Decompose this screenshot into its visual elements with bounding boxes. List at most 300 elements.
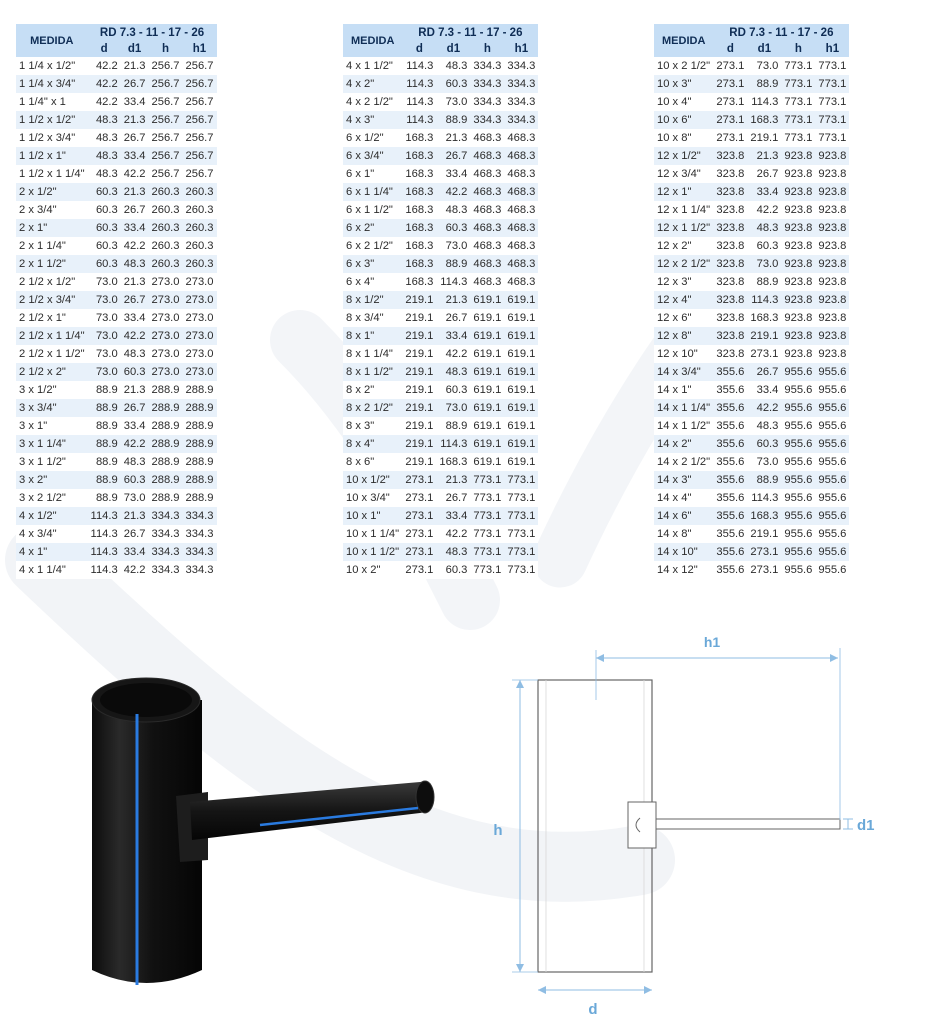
cell-h: 468.3 [470,201,504,219]
cell-medida: 4 x 1 1/2" [343,57,402,75]
cell-h1: 955.6 [815,561,849,579]
cell-h1: 773.1 [815,93,849,111]
cell-d1: 33.4 [436,327,470,345]
cell-d: 73.0 [88,273,121,291]
cell-medida: 3 x 3/4" [16,399,88,417]
table-row [654,291,849,309]
cell-h: 619.1 [470,345,504,363]
table-row [343,309,538,327]
cell-h1: 773.1 [504,489,538,507]
table-row [16,111,217,129]
cell-h1: 288.9 [183,489,217,507]
cell-medida: 3 x 2" [16,471,88,489]
cell-d: 219.1 [402,417,436,435]
cell-h1: 923.8 [815,291,849,309]
cell-h1: 334.3 [504,75,538,93]
cell-h1: 923.8 [815,147,849,165]
h-label: h [493,822,503,839]
cell-d1: 48.3 [747,417,781,435]
table-row [16,453,217,471]
cell-h: 468.3 [470,255,504,273]
table-row [654,543,849,561]
cell-h1: 468.3 [504,147,538,165]
cell-d1: 88.9 [436,417,470,435]
cell-d1: 114.3 [747,489,781,507]
cell-h1: 773.1 [815,75,849,93]
saddle-outline [628,802,656,848]
cell-d1: 42.2 [436,345,470,363]
cell-d: 60.3 [88,255,121,273]
cell-d1: 73.0 [436,399,470,417]
cell-medida: 3 x 1 1/2" [16,453,88,471]
cell-d: 168.3 [402,219,436,237]
table-row [654,93,849,111]
table-row [16,129,217,147]
cell-medida: 10 x 1" [343,507,402,525]
cell-h1: 273.0 [183,345,217,363]
cell-h1: 955.6 [815,399,849,417]
cell-h1: 773.1 [815,57,849,75]
cell-h: 955.6 [781,525,815,543]
table-row [654,57,849,75]
cell-h: 773.1 [781,75,815,93]
cell-h1: 256.7 [183,165,217,183]
cell-h1: 256.7 [183,93,217,111]
cell-d1: 219.1 [747,327,781,345]
cell-medida: 2 1/2 x 1 1/2" [16,345,88,363]
cell-medida: 12 x 3/4" [654,165,713,183]
cell-d1: 26.7 [121,399,149,417]
cell-d1: 21.3 [121,111,149,129]
cell-medida: 4 x 1" [16,543,88,561]
cell-h1: 256.7 [183,129,217,147]
cell-medida: 14 x 1" [654,381,713,399]
cell-h: 619.1 [470,417,504,435]
cell-h: 923.8 [781,165,815,183]
cell-medida: 8 x 1 1/2" [343,363,402,381]
cell-d1: 88.9 [747,273,781,291]
table-row [343,381,538,399]
table-row [654,345,849,363]
cell-medida: 6 x 1 1/2" [343,201,402,219]
cell-d: 48.3 [88,129,121,147]
cell-h: 334.3 [149,543,183,561]
cell-medida: 8 x 3" [343,417,402,435]
dimension-drawing [490,620,890,1020]
cell-medida: 14 x 6" [654,507,713,525]
cell-medida: 8 x 6" [343,453,402,471]
cell-medida: 2 1/2 x 1/2" [16,273,88,291]
cell-d: 323.8 [713,327,747,345]
cell-d: 323.8 [713,147,747,165]
cell-h: 256.7 [149,129,183,147]
cell-h: 334.3 [470,57,504,75]
cell-d: 323.8 [713,165,747,183]
cell-d: 355.6 [713,435,747,453]
cell-d1: 42.2 [121,327,149,345]
cell-d: 323.8 [713,291,747,309]
cell-d: 323.8 [713,201,747,219]
cell-medida: 12 x 10" [654,345,713,363]
cell-d: 273.1 [402,471,436,489]
cell-h: 334.3 [470,75,504,93]
cell-h1: 260.3 [183,201,217,219]
cell-d: 114.3 [402,93,436,111]
cell-h1: 334.3 [504,57,538,75]
cell-d: 48.3 [88,165,121,183]
cell-medida: 6 x 2 1/2" [343,237,402,255]
cell-h1: 619.1 [504,435,538,453]
table-row [654,219,849,237]
cell-d1: 168.3 [747,507,781,525]
cell-medida: 10 x 1 1/2" [343,543,402,561]
cell-medida: 1 1/2 x 1" [16,147,88,165]
cell-d: 88.9 [88,489,121,507]
cell-d1: 42.2 [436,525,470,543]
cell-h1: 468.3 [504,219,538,237]
cell-h: 468.3 [470,237,504,255]
cell-d: 355.6 [713,381,747,399]
cell-h: 273.0 [149,309,183,327]
cell-h: 955.6 [781,453,815,471]
header-h1: h1 [183,42,217,57]
cell-d1: 114.3 [747,93,781,111]
cell-medida: 10 x 3" [654,75,713,93]
table-row [16,525,217,543]
table-row [16,201,217,219]
table-row [343,147,538,165]
cell-d: 323.8 [713,345,747,363]
cell-h1: 288.9 [183,381,217,399]
cell-medida: 3 x 1 1/4" [16,435,88,453]
cell-d: 219.1 [402,381,436,399]
cell-h1: 334.3 [183,507,217,525]
cell-d: 73.0 [88,363,121,381]
cell-d: 355.6 [713,363,747,381]
cell-h: 256.7 [149,147,183,165]
cell-h: 955.6 [781,435,815,453]
table-row [16,327,217,345]
table-row [343,435,538,453]
cell-h1: 619.1 [504,417,538,435]
cell-medida: 6 x 3/4" [343,147,402,165]
cell-h1: 273.0 [183,291,217,309]
cell-d1: 26.7 [121,291,149,309]
table-row [654,255,849,273]
cell-d: 42.2 [88,57,121,75]
table-row [343,273,538,291]
cell-d1: 48.3 [121,345,149,363]
cell-d1: 33.4 [121,147,149,165]
cell-h1: 955.6 [815,507,849,525]
cell-medida: 1 1/4 x 3/4" [16,75,88,93]
cell-h: 923.8 [781,237,815,255]
table-row [16,345,217,363]
cell-h: 619.1 [470,453,504,471]
cell-medida: 10 x 1 1/4" [343,525,402,543]
cell-h: 288.9 [149,489,183,507]
cell-medida: 8 x 4" [343,435,402,453]
cell-d: 73.0 [88,345,121,363]
cell-h: 619.1 [470,435,504,453]
cell-d1: 48.3 [121,255,149,273]
table-row [343,399,538,417]
cell-d1: 26.7 [436,489,470,507]
cell-d1: 48.3 [436,363,470,381]
cell-medida: 14 x 8" [654,525,713,543]
table-row [16,75,217,93]
table-row [654,309,849,327]
cell-h: 288.9 [149,435,183,453]
table-row [16,399,217,417]
cell-d: 273.1 [713,75,747,93]
table-row [654,129,849,147]
cell-h1: 773.1 [504,507,538,525]
cell-d: 355.6 [713,471,747,489]
cell-d1: 60.3 [436,75,470,93]
cell-h: 334.3 [149,525,183,543]
cell-medida: 4 x 3/4" [16,525,88,543]
cell-d: 323.8 [713,309,747,327]
table-row [343,111,538,129]
cell-medida: 14 x 1 1/2" [654,417,713,435]
header-h1: h1 [815,42,849,57]
table-row [16,489,217,507]
cell-h1: 955.6 [815,453,849,471]
cell-medida: 3 x 1" [16,417,88,435]
table-row [343,93,538,111]
h1-label: h1 [703,634,721,650]
cell-d1: 60.3 [121,471,149,489]
cell-d1: 168.3 [747,309,781,327]
cell-d1: 88.9 [747,471,781,489]
cell-d1: 33.4 [121,309,149,327]
table-row [343,57,538,75]
cell-d: 323.8 [713,183,747,201]
cell-d: 219.1 [402,309,436,327]
cell-d: 219.1 [402,345,436,363]
cell-h: 773.1 [470,543,504,561]
cell-h: 923.8 [781,309,815,327]
cell-d: 42.2 [88,93,121,111]
table-row [654,165,849,183]
cell-h: 955.6 [781,543,815,561]
cell-h: 256.7 [149,75,183,93]
cell-medida: 8 x 2" [343,381,402,399]
cell-h1: 773.1 [504,543,538,561]
cell-h1: 955.6 [815,543,849,561]
cell-d1: 48.3 [436,543,470,561]
cell-d1: 73.0 [436,237,470,255]
cell-h: 923.8 [781,219,815,237]
cell-h1: 273.0 [183,309,217,327]
cell-d: 73.0 [88,327,121,345]
cell-medida: 4 x 3" [343,111,402,129]
table-row [343,237,538,255]
table-row [16,237,217,255]
cell-h1: 288.9 [183,471,217,489]
cell-h: 468.3 [470,183,504,201]
cell-medida: 6 x 2" [343,219,402,237]
cell-h1: 273.0 [183,327,217,345]
cell-d: 355.6 [713,399,747,417]
cell-h: 256.7 [149,93,183,111]
cell-h1: 260.3 [183,255,217,273]
cell-h1: 955.6 [815,417,849,435]
cell-medida: 10 x 3/4" [343,489,402,507]
cell-h1: 288.9 [183,417,217,435]
cell-d: 48.3 [88,147,121,165]
cell-d: 114.3 [402,75,436,93]
cell-h1: 468.3 [504,237,538,255]
cell-d1: 21.3 [121,57,149,75]
cell-d1: 21.3 [436,291,470,309]
cell-d: 88.9 [88,417,121,435]
table-row [343,561,538,579]
table-row [16,363,217,381]
cell-d1: 33.4 [436,165,470,183]
cell-medida: 2 x 1 1/2" [16,255,88,273]
cell-d: 219.1 [402,363,436,381]
cell-h: 619.1 [470,381,504,399]
cell-d1: 26.7 [121,75,149,93]
cell-medida: 8 x 1/2" [343,291,402,309]
cell-medida: 14 x 2" [654,435,713,453]
cell-h: 260.3 [149,183,183,201]
header-medida: MEDIDA [654,24,713,57]
cell-d1: 88.9 [436,255,470,273]
cell-h1: 273.0 [183,273,217,291]
cell-medida: 1 1/4" x 1 [16,93,88,111]
cell-d1: 273.1 [747,345,781,363]
cell-d: 168.3 [402,255,436,273]
spec-table-1 [16,24,217,579]
cell-h1: 923.8 [815,255,849,273]
cell-h1: 955.6 [815,363,849,381]
cell-h: 273.0 [149,273,183,291]
cell-h1: 923.8 [815,237,849,255]
cell-h1: 468.3 [504,129,538,147]
cell-h: 256.7 [149,165,183,183]
cell-h: 619.1 [470,363,504,381]
header-medida: MEDIDA [16,24,88,57]
cell-medida: 2 1/2 x 1" [16,309,88,327]
d1-label: d1 [857,817,875,834]
table-row [343,165,538,183]
table-row [343,363,538,381]
cell-h: 334.3 [470,111,504,129]
table-row [16,183,217,201]
table-row [343,183,538,201]
table-row [654,75,849,93]
cell-d1: 26.7 [436,147,470,165]
cell-d: 168.3 [402,147,436,165]
cell-d: 168.3 [402,129,436,147]
cell-d: 355.6 [713,525,747,543]
table-row [654,273,849,291]
cell-h1: 256.7 [183,75,217,93]
cell-d1: 33.4 [121,417,149,435]
cell-h: 923.8 [781,291,815,309]
header-rd: RD 7.3 - 11 - 17 - 26 [402,24,538,42]
cell-h1: 334.3 [504,111,538,129]
cell-d: 114.3 [88,507,121,525]
table-row [16,507,217,525]
table-row [16,471,217,489]
header-rd: RD 7.3 - 11 - 17 - 26 [88,24,217,42]
cell-d1: 60.3 [747,237,781,255]
table-row [654,525,849,543]
table-row [654,237,849,255]
table-row [16,57,217,75]
header-d: d [402,42,436,57]
cell-medida: 2 1/2 x 1 1/4" [16,327,88,345]
cell-d: 273.1 [713,129,747,147]
cell-h1: 256.7 [183,57,217,75]
cell-d: 355.6 [713,453,747,471]
cell-h1: 923.8 [815,201,849,219]
cell-h: 773.1 [470,525,504,543]
cell-d: 355.6 [713,489,747,507]
cell-medida: 8 x 1 1/4" [343,345,402,363]
table-row [654,489,849,507]
cell-h1: 468.3 [504,201,538,219]
cell-h1: 955.6 [815,435,849,453]
cell-medida: 4 x 1 1/4" [16,561,88,579]
cell-h: 468.3 [470,273,504,291]
cell-h1: 468.3 [504,165,538,183]
cell-d: 114.3 [402,57,436,75]
cell-h: 273.0 [149,363,183,381]
cell-d: 323.8 [713,273,747,291]
cell-d: 219.1 [402,453,436,471]
cell-d: 168.3 [402,183,436,201]
cell-h1: 619.1 [504,345,538,363]
cell-medida: 8 x 3/4" [343,309,402,327]
table-row [343,255,538,273]
cell-h: 260.3 [149,201,183,219]
cell-medida: 1 1/2 x 3/4" [16,129,88,147]
cell-h1: 923.8 [815,345,849,363]
cell-h: 923.8 [781,273,815,291]
cell-h1: 256.7 [183,111,217,129]
cell-h: 619.1 [470,399,504,417]
table-row [343,201,538,219]
cell-medida: 2 x 3/4" [16,201,88,219]
cell-h: 619.1 [470,309,504,327]
header-h: h [470,42,504,57]
cell-h1: 923.8 [815,183,849,201]
header-d1: d1 [436,42,470,57]
cell-medida: 10 x 2" [343,561,402,579]
cell-h: 260.3 [149,219,183,237]
cell-h: 773.1 [781,129,815,147]
cell-medida: 6 x 1/2" [343,129,402,147]
cell-medida: 12 x 2 1/2" [654,255,713,273]
cell-h1: 923.8 [815,309,849,327]
cell-d1: 60.3 [436,219,470,237]
cell-medida: 2 1/2 x 3/4" [16,291,88,309]
cell-d: 355.6 [713,543,747,561]
cell-medida: 8 x 1" [343,327,402,345]
branch-outline [656,819,840,829]
cell-h1: 619.1 [504,453,538,471]
cell-h: 923.8 [781,147,815,165]
cell-h: 334.3 [470,93,504,111]
cell-medida: 6 x 1 1/4" [343,183,402,201]
cell-medida: 10 x 8" [654,129,713,147]
cell-d: 273.1 [402,489,436,507]
